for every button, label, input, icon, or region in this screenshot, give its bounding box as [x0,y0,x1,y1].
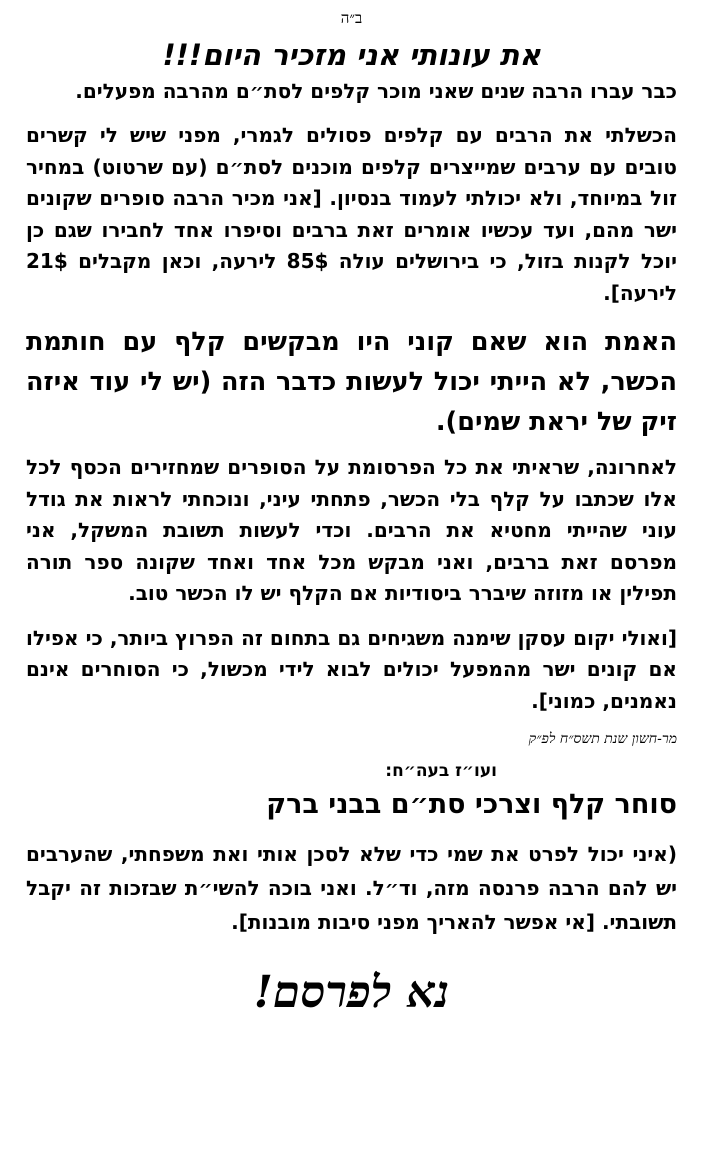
date-line: מר-חשון שנת תשס״ח לפ״ק [528,731,677,747]
paragraph-1: כבר עברו הרבה שנים שאני מוכר קלפים לסת״ם מהרבה מפעלים. [75,79,677,103]
signoff-line: ועו״ז בעה״ח: [385,761,497,781]
paragraph-3-emphasis: האמת הוא שאם קוני היו מבקשים קלף עם חותמת הכשר, לא הייתי יכול לעשות כדבר הזה (יש לי עוד איזה זיק של יראת שמים). [26,327,677,437]
paragraph-6: (איני יכול לפרט את שמי כדי שלא לסכן אותי ואת משפחתי, שהערבים יש להם הרבה פרנסה מזה, וד״ל. ואני בוכה להשי״ת שבזכות זה יקבל תשובתי. [אי אפשר להאריך מפני סיבות מובנות]. [26,842,677,934]
closing-call: נא לפרסם! [253,967,450,1018]
signer-line: סוחר קלף וצרכי סת״ם בבני ברק [266,789,677,820]
paragraph-5: [ואולי יקום עסקן שימנה משגיחים גם בתחום זה הפרוץ ביותר, כי אפילו אם קונים ישר מהמפעל יכולים לבוא לידי מכשול, כי הסוחרים אינם נאמנים, כמוני]. [26,625,677,713]
paragraph-2: הכשלתי את הרבים עם קלפים פסולים לגמרי, מפני שיש לי קשרים טובים עם ערבים שמייצרים קלפים מוכנים לסת״ם (עם שרטוט) במחיר זול במיוחד, ולא יכולתי לעמוד בנסיון. [אני מכיר הרבה סופרים שקונים ישר מהם, ועד עכשיו אומרים זאת ברבים וסיפרו אחד לחבירו שגם כן יוכל לקנות בזול, כי בירושלים עולה 85$ לירעה, וכאן מקבלים 21$ לירעה]. [26,123,678,305]
bh-heading: ב״ה [340,9,363,27]
page-title: את עונותי אני מזכיר היום!!! [162,38,541,72]
paragraph-4: לאחרונה, שראיתי את כל הפרסומת על הסופרים שמחזירים הכסף לכל אלו שכתבו על קלף בלי הכשר, פתחתי עיני, ונוכחתי לראות את גודל עוני שהייתי מחטיא את הרבים. וכדי לעשות תשובת המשקל, אני מפרסם זאת ברבים, ואני מבקש מכל אחד ואחד שקונה ספר תורה תפילין או מזוזה שיברר ביסודיות אם הקלף יש לו הכשר טוב. [26,455,677,605]
